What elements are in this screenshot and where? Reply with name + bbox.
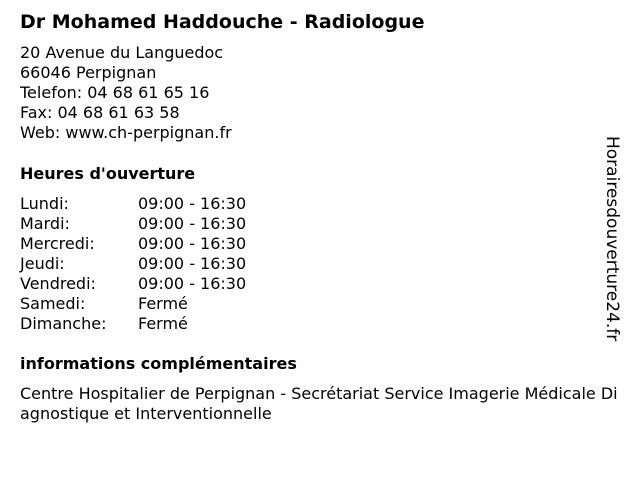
- day-label: Mardi:: [20, 214, 70, 233]
- opening-hours-heading: Heures d'ouverture: [20, 164, 196, 183]
- day-label: Mercredi:: [20, 234, 95, 253]
- additional-info-text: Centre Hospitalier de Perpignan - Secrétariat Service Imagerie Médicale Diagnostique et Interventionnelle: [20, 384, 618, 423]
- fax-number: Fax: 04 68 61 63 58: [20, 103, 180, 122]
- time-value: Fermé: [138, 314, 188, 333]
- day-label: Jeudi:: [20, 254, 65, 273]
- address-city: 66046 Perpignan: [20, 63, 157, 82]
- time-value: 09:00 - 16:30: [138, 214, 247, 233]
- address-block: [20, 43, 232, 143]
- time-value: 09:00 - 16:30: [138, 234, 247, 253]
- day-label: Samedi:: [20, 294, 86, 313]
- phone-number: Telefon: 04 68 61 65 16: [20, 83, 210, 102]
- time-value: 09:00 - 16:30: [138, 194, 247, 213]
- day-label: Dimanche:: [20, 314, 107, 333]
- time-value: 09:00 - 16:30: [138, 274, 247, 293]
- page-title: Dr Mohamed Haddouche - Radiologue: [20, 11, 425, 33]
- site-watermark: Horairesdouverture24.fr: [602, 136, 622, 342]
- website: Web: www.ch-perpignan.fr: [20, 123, 232, 142]
- day-label: Vendredi:: [20, 274, 96, 293]
- address-street: 20 Avenue du Languedoc: [20, 43, 224, 62]
- time-value: 09:00 - 16:30: [138, 254, 247, 273]
- time-value: Fermé: [138, 294, 188, 313]
- additional-info-heading: informations complémentaires: [20, 354, 297, 373]
- day-label: Lundi:: [20, 194, 69, 213]
